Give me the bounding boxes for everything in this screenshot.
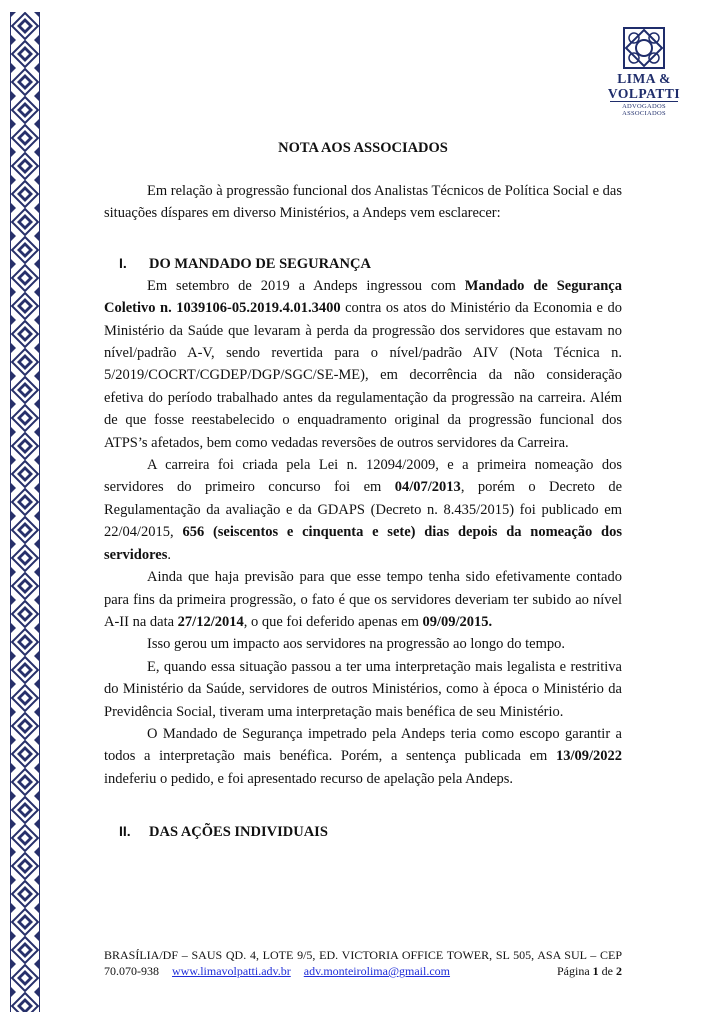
website-link[interactable]: www.limavolpatti.adv.br — [172, 964, 291, 978]
document-title: NOTA AOS ASSOCIADOS — [278, 140, 448, 156]
logo-line-1: LIMA & — [617, 71, 671, 86]
paragraph-3: Ainda que haja previsão para que esse tempo tenha sido efetivamente contado para fins da primeira progressão, o fato é que os servidores deveriam ter subido ao nível A-II na data 27/12/2014, o que foi deferido apenas em 09/09/2015. — [104, 569, 622, 630]
decorative-border-pattern — [10, 12, 40, 1012]
footer-cep: 70.070-938 — [104, 964, 159, 978]
document-body — [104, 140, 622, 843]
page-footer — [104, 947, 622, 979]
section-2-heading — [104, 820, 622, 843]
page-number: Página 1 de 2 — [557, 964, 622, 978]
firm-logo — [594, 26, 694, 117]
intro-paragraph: Em relação à progressão funcional dos Analistas Técnicos de Política Social e das situações díspares em diverso Ministérios, a Andeps vem esclarecer: — [104, 183, 622, 222]
email-link[interactable]: adv.monteirolima@gmail.com — [303, 964, 451, 978]
section-1-number: I. — [119, 254, 127, 271]
section-1-heading — [104, 252, 622, 275]
logo-subtitle: ADVOGADOS ASSOCIADOS — [610, 101, 678, 117]
paragraph-4: Isso gerou um impacto aos servidores na progressão ao longo do tempo. — [147, 636, 565, 653]
paragraph-5: E, quando essa situação passou a ter uma interpretação mais legalista e restritiva do Ministério da Saúde, servidores de outros Ministérios, como à época o Ministério da Previdência Social, tiveram uma interpretação mais benéfica de seu Ministério. — [104, 658, 622, 720]
paragraph-2: A carreira foi criada pela Lei n. 12094/2009, e a primeira nomeação dos servidores do primeiro concurso foi em 04/07/2013, porém o Decreto de Regulamentação da avaliação e da GDAPS (Decreto n. 8.435/2015) foi publicado em 22/04/2015, 656 (seiscentos e cinquenta e sete) dias depois da nomeação dos servidores. — [104, 457, 623, 563]
paragraph-6: O Mandado de Segurança impetrado pela Andeps teria como escopo garantir a todos a interpretação mais benéfica. Porém, a sentença publicada em 13/09/2022 indeferiu o pedido, e foi apresentado recurso de apelação pela Andeps. — [104, 725, 622, 787]
logo-emblem-icon — [618, 26, 670, 70]
logo-line-2: VOLPATTI — [607, 86, 681, 101]
paragraph-1: Em setembro de 2019 a Andeps ingressou com Mandado de Segurança Coletivo n. 1039106-05.2019.4.01.3400 contra os atos do Ministério da Economia e do Ministério da Saúde que levaram à perda da progressão dos servidores que estavam no nível/padrão A-V, sendo revertida para o nível/padrão AIV (Nota Técnica n. 5/2019/COCRT/CGDEP/DGP/SGC/SE-ME), em decorrência da não consideração efetiva do período trabalhado antes da regulamentação da progressão na carreira. Além de que fosse reestabelecido o enquadramento original da progressão funcional dos ATPS’s afetados, bem como vedadas reversões de outros servidores da Carreira. — [104, 277, 622, 451]
section-1-title: DO MANDADO DE SEGURANÇA — [149, 255, 371, 272]
section-2-title: DAS AÇÕES INDIVIDUAIS — [149, 824, 328, 841]
footer-address: BRASÍLIA/DF – SAUS QD. 4, LOTE 9/5, ED. VICTORIA OFFICE TOWER, SL 505, ASA SUL – CEP — [104, 948, 622, 962]
section-2-number: II. — [119, 823, 131, 840]
